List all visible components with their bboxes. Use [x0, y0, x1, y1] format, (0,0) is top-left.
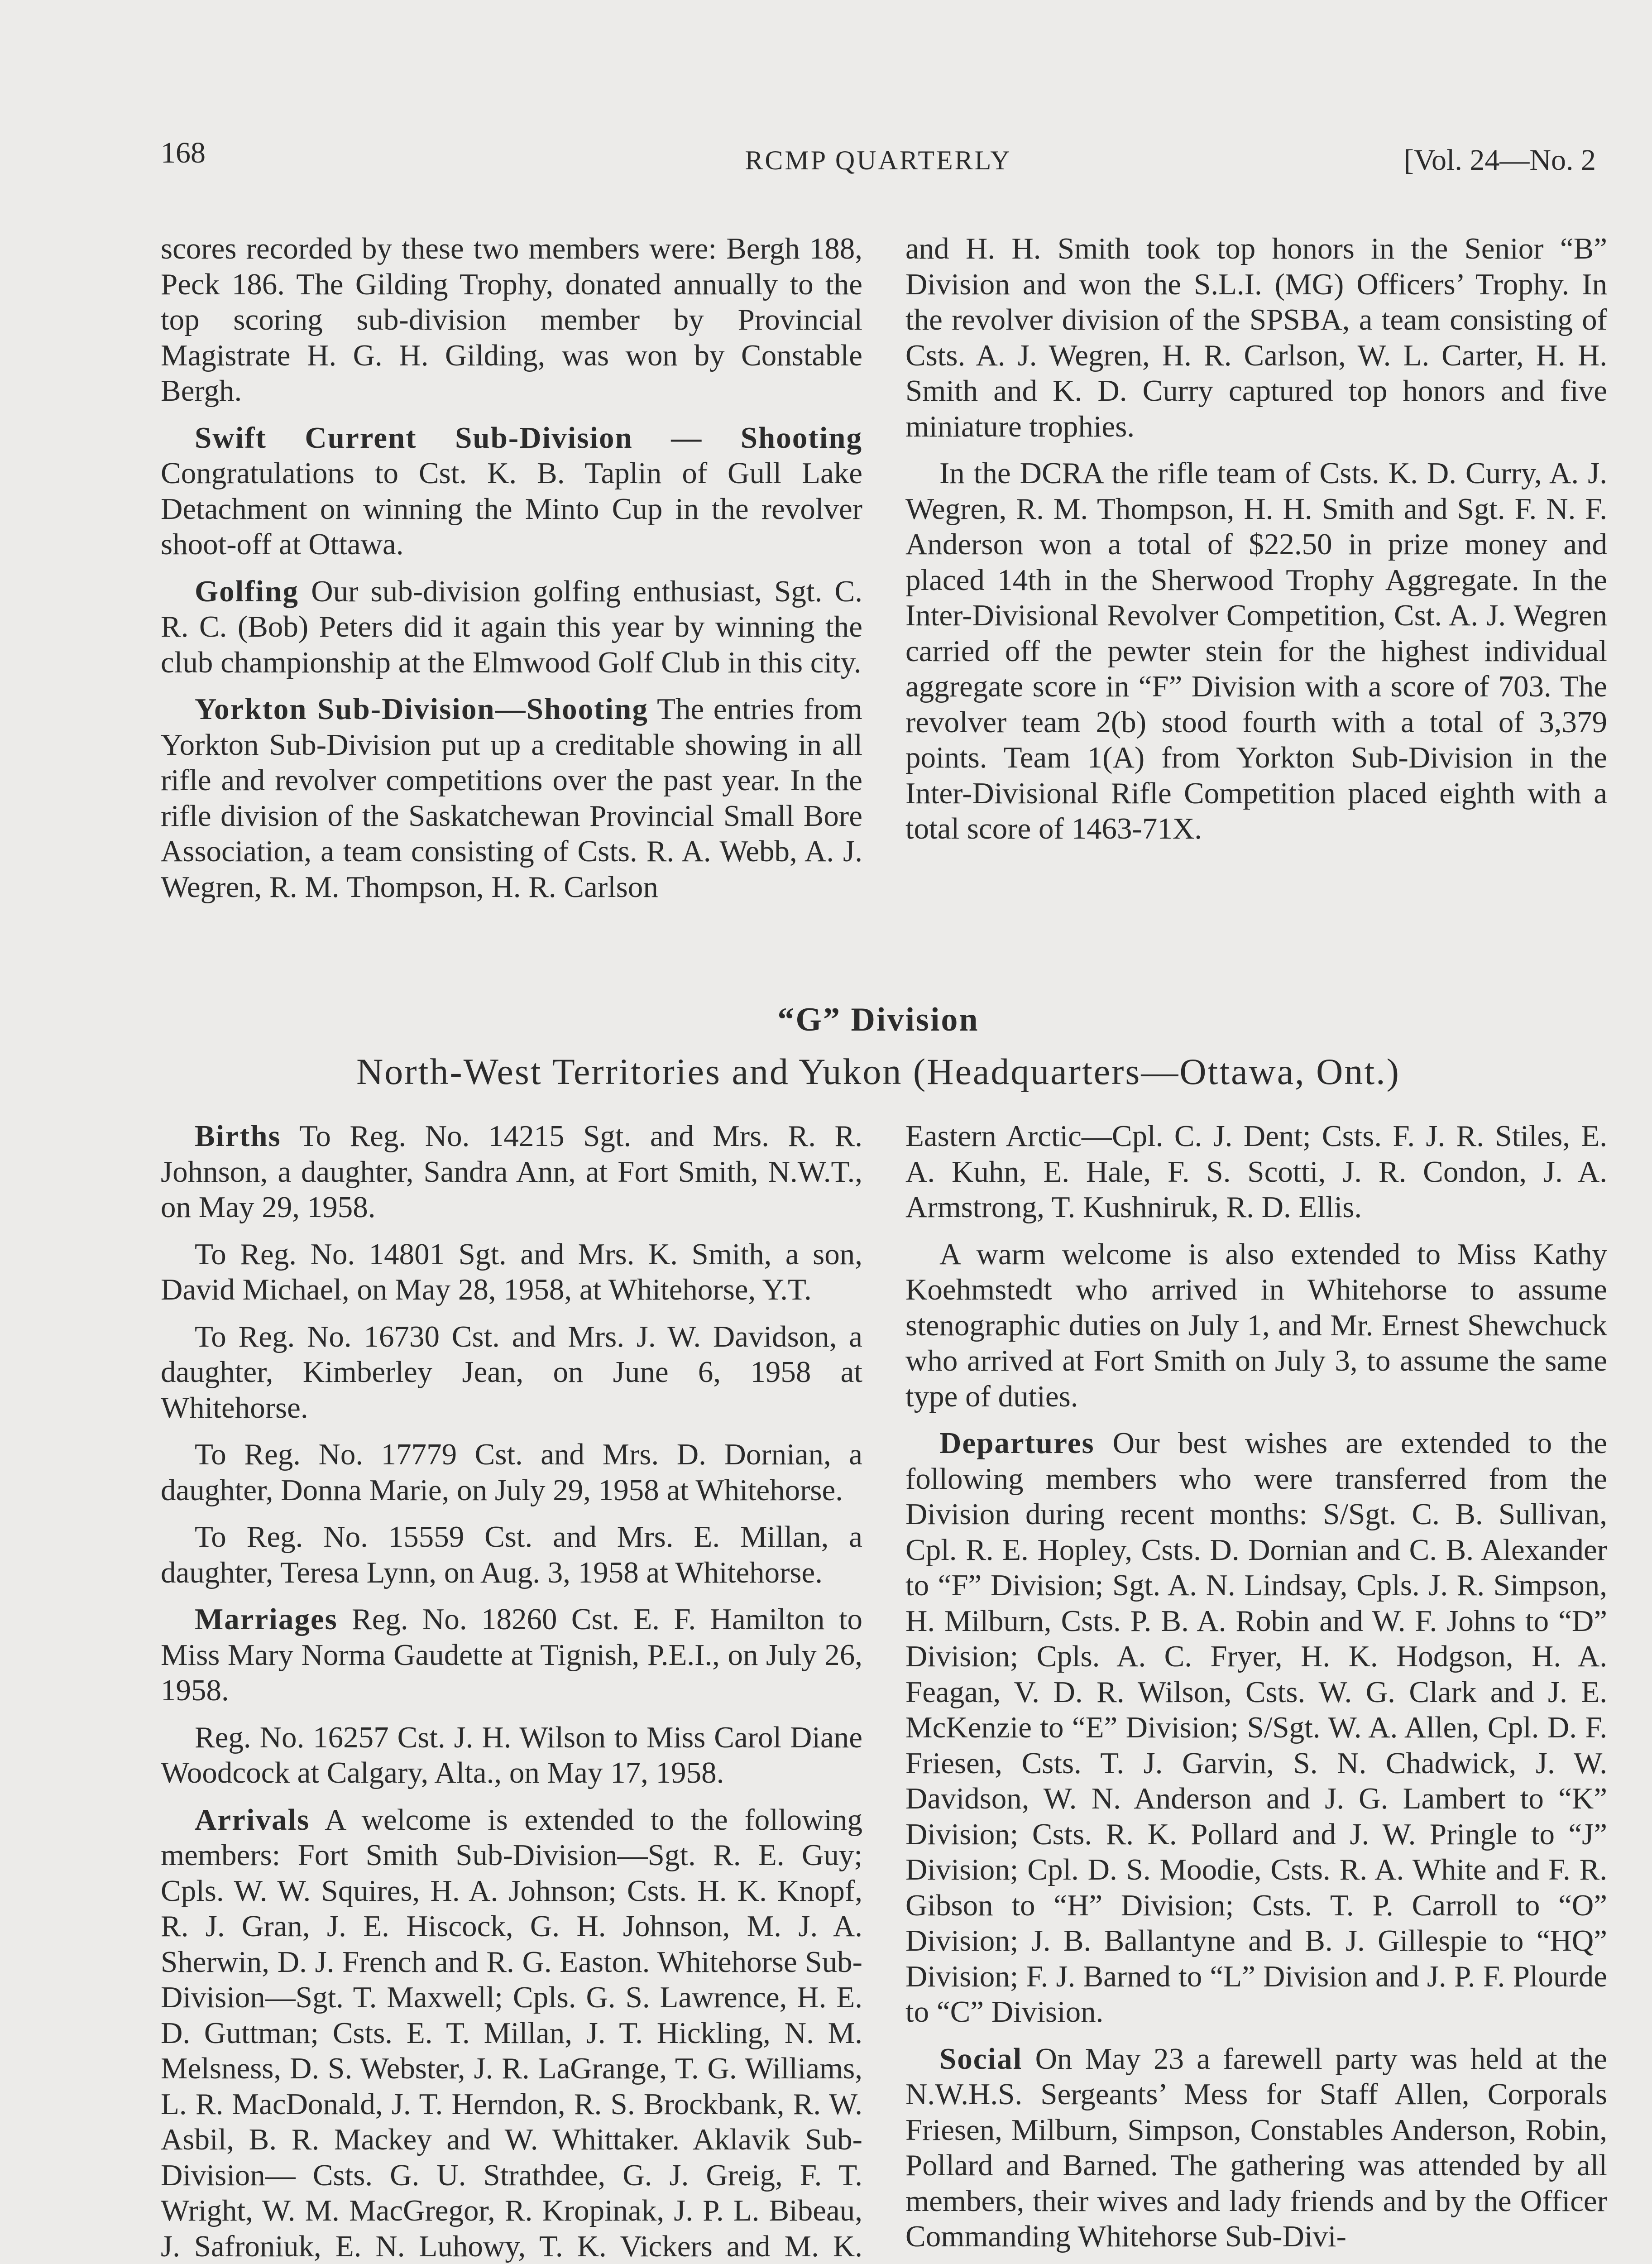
section-subtitle: North-West Territories and Yukon (Headquarters—Ottawa, Ont.) [356, 1051, 1400, 1092]
column-top-left [161, 231, 862, 916]
paragraph-heading: Golfing [195, 574, 299, 608]
paragraph [161, 420, 862, 562]
paragraph-heading: Departures [939, 1426, 1095, 1460]
paragraph-text: To Reg. No. 14215 Sgt. and Mrs. R. R. Johnson, a daughter, Sandra Ann, at Fort Smith, N.W.T., on May 29, 1958. [161, 1119, 862, 1224]
paragraph: To Reg. No. 14801 Sgt. and Mrs. K. Smith, a son, David Michael, on May 28, 1958, at Whitehorse, Y.T. [161, 1237, 862, 1306]
paragraph: To Reg. No. 17779 Cst. and Mrs. D. Dornian, a daughter, Donna Marie, on July 29, 1958 at Whitehorse. [161, 1438, 862, 1507]
journal-title: RCMP QUARTERLY [745, 145, 1012, 175]
paragraph-text: Reg. No. 18260 Cst. E. F. Hamilton to Miss Mary Norma Gaudette at Tignish, P.E.I., on July 26, 1958. [161, 1602, 862, 1707]
column-top-right [905, 231, 1607, 858]
page-header [161, 136, 1596, 186]
paragraph: To Reg. No. 16730 Cst. and Mrs. J. W. Davidson, a daughter, Kimberley Jean, on June 6, 1958 at Whitehorse. [161, 1319, 862, 1425]
paragraph-heading: Arrivals [195, 1803, 310, 1837]
column-bottom-right [905, 1118, 1607, 2264]
column-bottom-left [161, 1118, 862, 2264]
paragraph [161, 1118, 862, 1225]
paragraph [161, 1802, 862, 2264]
paragraph: Reg. No. 16257 Cst. J. H. Wilson to Miss Carol Diane Woodcock at Calgary, Alta., on May 17, 1958. [161, 1720, 862, 1789]
paragraph: To Reg. No. 15559 Cst. and Mrs. E. Millan, a daughter, Teresa Lynn, on Aug. 3, 1958 at Whitehorse. [161, 1520, 862, 1589]
page-number: 168 [161, 136, 206, 169]
paragraph-heading: Yorkton Sub-Division—Shooting [195, 692, 648, 726]
paragraph-heading: Swift Current Sub-Division — Shooting [195, 421, 862, 455]
paragraph-text: Our best wishes are extended to the following members who were transferred from the Division during recent months: S/Sgt. C. B. Sullivan, Cpl. R. E. Hopley, Csts. D. Dornian and C. B. Alexander to “F” Division; Sgt. A. N. Lindsay, Cpls. J. R. Simpson, H. Milburn, Csts. P. B. A. Robin and W. F. Johns to “D” Division; Cpls. A. C. Fryer, H. K. Hodgson, H. A. Feagan, V. D. R. Wilson, Csts. W. G. Clark and J. E. McKenzie to “E” Division; S/Sgt. W. A. Allen, Cpl. D. F. Friesen, Csts. T. J. Garvin, S. N. Chadwick, J. W. Davidson, W. N. Anderson and J. G. Lambert to “K” Division; Csts. R. K. Pollard and J. W. Pringle to “J” Division; Cpl. D. S. Moodie, Csts. R. A. White and F. R. Gibson to “H” Division; Csts. T. P. Carroll to “O” Division; J. B. Ballantyne and B. J. Gillespie to “HQ” Division; F. J. Barned to “L” Division and J. P. F. Plourde to “C” Division. [905, 1426, 1607, 2029]
paragraph: In the DCRA the rifle team of Csts. K. D. Curry, A. J. Wegren, R. M. Thompson, H. H. Smith and Sgt. F. N. F. Anderson won a total of $22.50 in prize money and placed 14th in the Sherwood Trophy Aggregate. In the Inter-Divisional Revolver Competition, Cst. A. J. Wegren carried off the pewter stein for the highest individual aggregate score in “F” Division with a score of 703. The revolver team 2(b) stood fourth with a total of 3,379 points. Team 1(A) from Yorkton Sub-Division in the Inter-Divisional Rifle Competition placed eighth with a total score of 1463-71X. [905, 456, 1607, 845]
paragraph: scores recorded by these two members were: Bergh 188, Peck 186. The Gilding Trophy, donated annually to the top scoring sub-division member by Provincial Magistrate H. G. H. Gilding, was won by Constable Bergh. [161, 232, 862, 408]
paragraph-heading: Marriages [195, 1602, 338, 1636]
paragraph [905, 1425, 1607, 2030]
paragraph [161, 574, 862, 681]
paragraph: and H. H. Smith took top honors in the Senior “B” Division and won the S.L.I. (MG) Officers’ Trophy. In the revolver division of the SPSBA, a team consisting of Csts. A. J. Wegren, H. R. Carlson, W. L. Carter, H. H. Smith and K. D. Curry captured top honors and five miniature trophies. [905, 232, 1607, 443]
paragraph-text: Our sub-division golfing enthusiast, Sgt. C. R. C. (Bob) Peters did it again this year by winning the club championship at the Elmwood Golf Club in this city. [161, 574, 862, 679]
paragraph [161, 691, 862, 905]
paragraph-text: On May 23 a farewell party was held at the N.W.H.S. Sergeants’ Mess for Staff Allen, Corporals Friesen, Milburn, Simpson, Constables Anderson, Robin, Pollard and Barned. The gathering was attended by all members, their wives and lady friends and by the Officer Commanding Whitehorse Sub-Divi- [905, 2042, 1607, 2253]
paragraph [905, 2041, 1607, 2254]
paragraph: A warm welcome is also extended to Miss Kathy Koehmstedt who arrived in Whitehorse to assume stenographic duties on July 1, and Mr. Ernest Shewchuck who arrived at Fort Smith on July 3, to assume the same type of duties. [905, 1237, 1607, 1413]
volume-info: [Vol. 24—No. 2 [1403, 144, 1596, 177]
paragraph-text: Congratulations to Cst. K. B. Taplin of Gull Lake Detachment on winning the Minto Cup in the revolver shoot-off at Ottawa. [161, 456, 862, 561]
paragraph-heading: Births [195, 1119, 281, 1153]
paragraph [161, 1602, 862, 1708]
paragraph-text: The entries from Yorkton Sub-Division put up a creditable showing in all rifle and revolver competitions over the past year. In the rifle division of the Saskatchewan Provincial Small Bore Association, a team consisting of Csts. R. A. Webb, A. J. Wegren, R. M. Thompson, H. R. Carlson [161, 692, 862, 904]
section-title: “G” Division [777, 1001, 979, 1038]
paragraph-heading: Social [939, 2042, 1023, 2076]
paragraph-text: A welcome is extended to the following members: Fort Smith Sub-Division—Sgt. R. E. Guy; Cpls. W. W. Squires, H. A. Johnson; Csts. H. K. Knopf, R. J. Gran, J. E. Hiscock, G. H. Johnson, M. J. A. Sherwin, D. J. French and R. G. Easton. Whitehorse Sub-Division—Sgt. T. Maxwell; Cpls. G. S. Lawrence, H. E. D. Guttman; Csts. E. T. Millan, J. T. Hickling, N. M. Melsness, D. S. Webster, J. R. LaGrange, T. G. Williams, L. R. MacDonald, J. T. Herndon, R. S. Brockbank, R. W. Asbil, B. R. Mackey and W. Whittaker. Aklavik Sub-Division— Csts. G. U. Strathdee, G. J. Greig, F. T. Wright, W. M. MacGregor, R. Kropinak, J. P. L. Bibeau, J. Safroniuk, E. N. Luhowy, T. K. Vickers and M. K. [161, 1803, 862, 2263]
paragraph: Eastern Arctic—Cpl. C. J. Dent; Csts. F. J. R. Stiles, E. A. Kuhn, E. Hale, F. S. Scotti, J. R. Condon, J. A. Armstrong, T. Kushniruk, R. D. Ellis. [905, 1119, 1607, 1224]
